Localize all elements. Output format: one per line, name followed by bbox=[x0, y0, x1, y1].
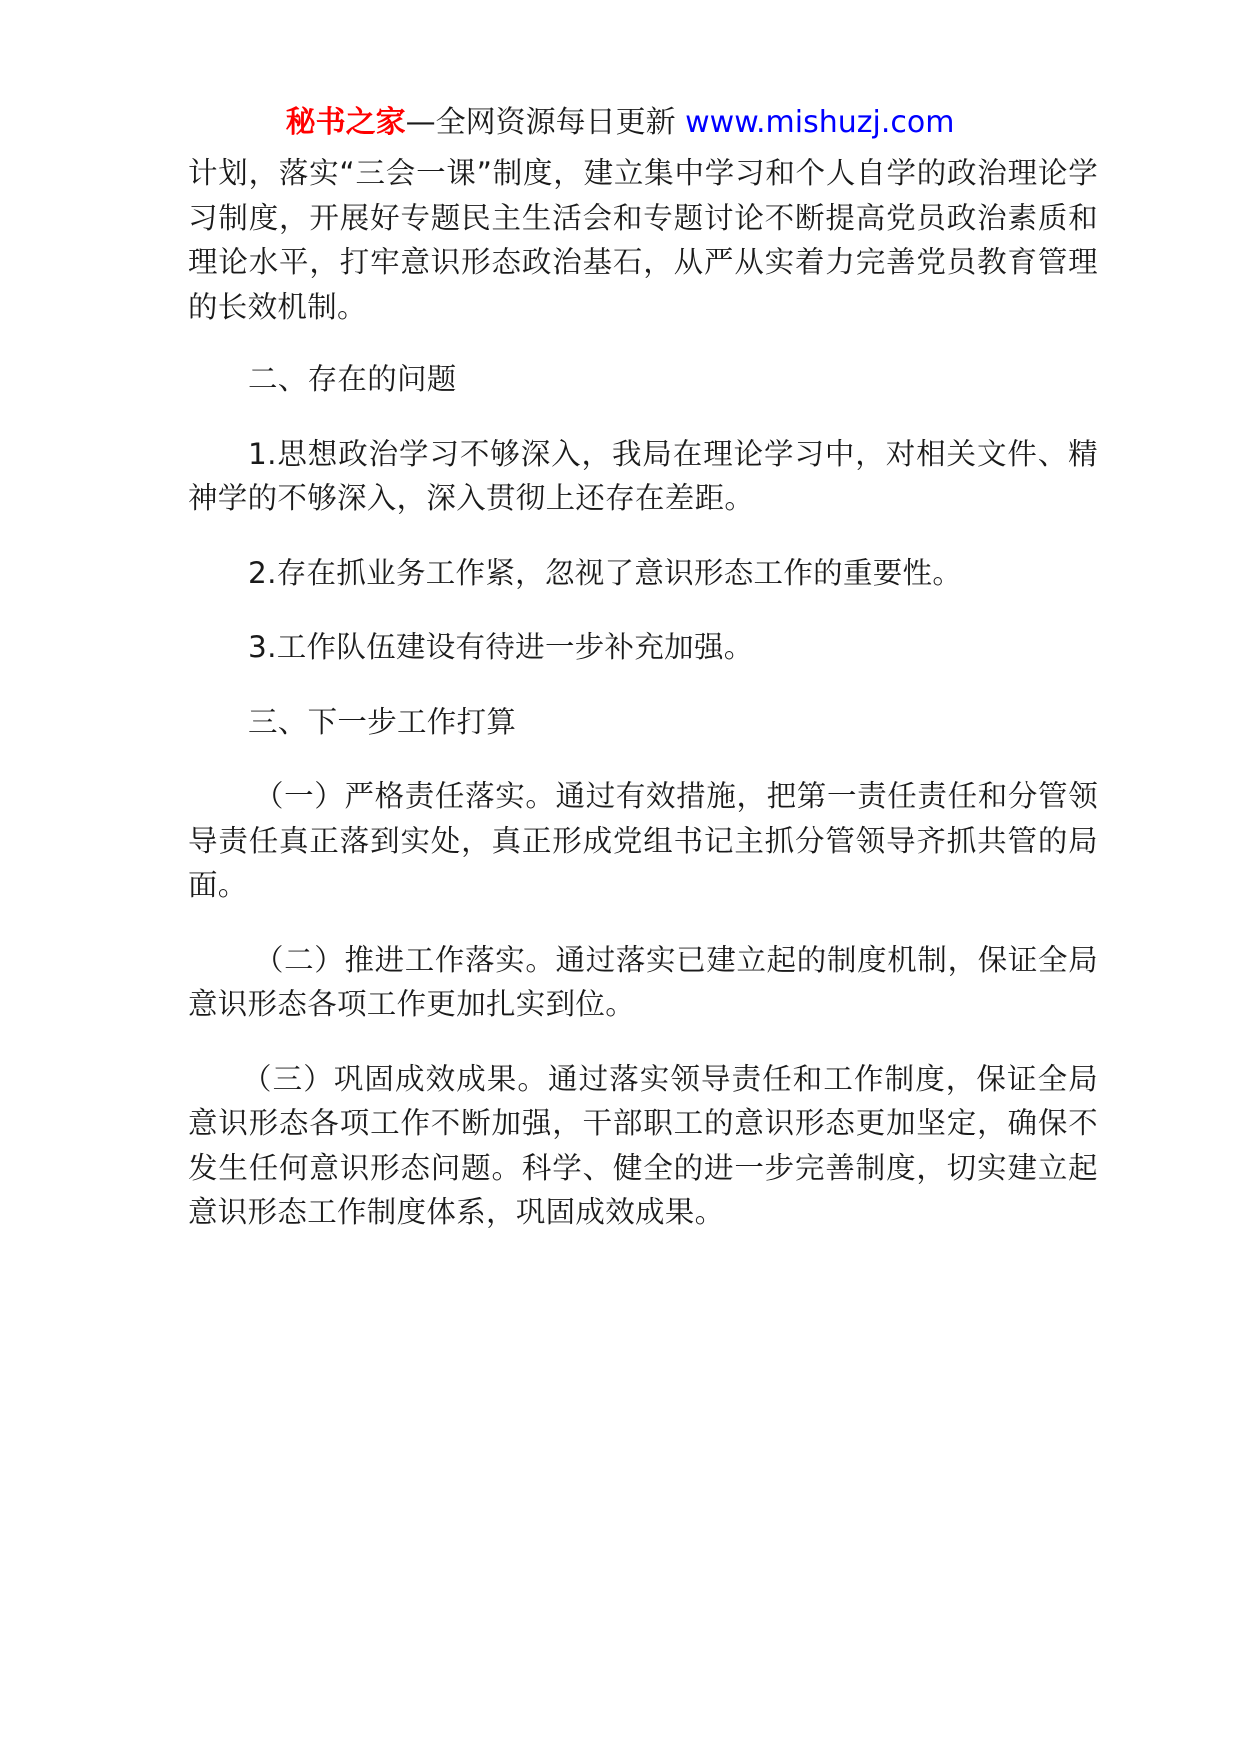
issue-item-1: 1.思想政治学习不够深入，我局在理论学习中，对相关文件、精神学的不够深入，深入贯彻上还存在差距。 bbox=[188, 436, 1098, 515]
paragraph-intro-continued: 计划，落实“三会一课”制度，建立集中学习和个人自学的政治理论学习制度，开展好专题民主生活会和专题讨论不断提高党员政治素质和理论水平，打牢意识形态政治基石，从严从实着力完善党员教育管理的长效机制。 bbox=[188, 156, 1098, 324]
plan-item-3: （三）巩固成效成果。通过落实领导责任和工作制度，保证全局意识形态各项工作不断加强，干部职工的意识形态更加坚定，确保不发生任何意识形态问题。科学、健全的进一步完善制度，切实建立起意识形态工作制度体系，巩固成效成果。 bbox=[188, 1061, 1098, 1229]
header-tagline: —全网资源每日更新 bbox=[405, 105, 686, 140]
issue-item-2: 2.存在抓业务工作紧，忽视了意识形态工作的重要性。 bbox=[248, 555, 963, 590]
site-url: www.mishuzj.com bbox=[685, 105, 955, 140]
plan-item-1: （一）严格责任落实。通过有效措施，把第一责任责任和分管领导责任真正落到实处，真正形成党组书记主抓分管领导齐抓共管的局面。 bbox=[188, 779, 1098, 902]
plan-item-2: （二）推进工作落实。通过落实已建立起的制度机制，保证全局意识形态各项工作更加扎实到位。 bbox=[188, 942, 1098, 1021]
section-heading-issues: 二、存在的问题 bbox=[248, 362, 457, 396]
brand-name: 秘书之家 bbox=[285, 105, 406, 140]
document-body bbox=[188, 151, 1098, 1265]
page-header bbox=[0, 100, 1240, 146]
section-heading-next-steps: 三、下一步工作打算 bbox=[248, 704, 517, 739]
issue-item-3: 3.工作队伍建设有待进一步补充加强。 bbox=[248, 630, 754, 664]
